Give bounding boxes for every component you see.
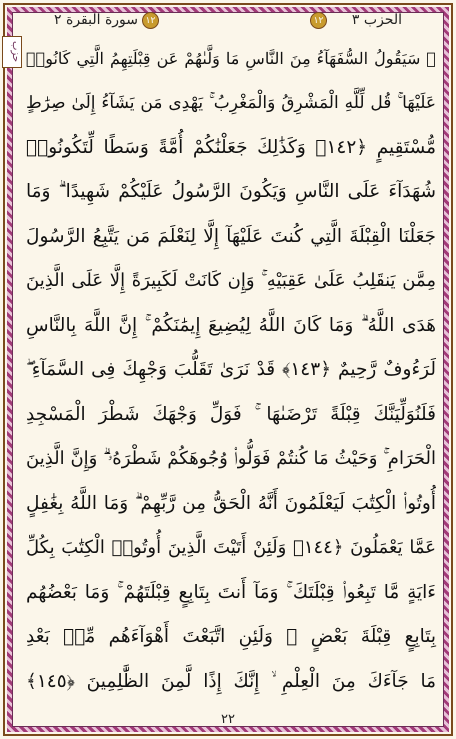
quran-text-body <box>26 36 436 704</box>
text-line <box>26 259 436 304</box>
text-line-content: فَلَنُوَلِّيَنَّكَ قِبْلَةً تَرْضَىٰهَا ۚ فَوَلِّ وَجْهَكَ شَطْرَ الْمَسْجِدِ <box>26 403 436 425</box>
text-line <box>26 81 436 126</box>
text-line-content: بِتَابِعٍ قِبْلَةَ بَعْضٍ ۚ وَلَئِنِ اتَّبَعْتَ أَهْوَآءَهُم مِّنۢ بَعْدِ <box>26 626 436 648</box>
text-line <box>26 170 436 215</box>
text-line-content: هَدَى اللَّهُ ۗ وَمَا كَانَ اللَّهُ لِيُضِيعَ إِيمَٰنَكُمْ ۚ إِنَّ اللَّهَ بِالنَّاسِ <box>26 314 436 336</box>
text-line-content: جَعَلْنَا الْقِبْلَةَ الَّتِي كُنتَ عَلَيْهَآ إِلَّا لِنَعْلَمَ مَن يَتَّبِعُ الرَّسُولَ <box>26 225 436 247</box>
page-number: ٢٢ <box>221 712 235 727</box>
text-line <box>26 659 436 704</box>
text-line-content: ءَايَةٍ مَّا تَبِعُوا۟ قِبْلَتَكَ ۚ وَمَآ أَنتَ بِتَابِعٍ قِبْلَتَهُمْ ۚ وَمَا بَعْضُهُم <box>26 581 436 603</box>
text-line <box>26 615 436 660</box>
text-line-content: الْحَرَامِ ۚ وَحَيْثُ مَا كُنتُمْ فَوَلُّوا۟ وُجُوهَكُمْ شَطْرَهُۥ ۗ وَإِنَّ الَّذِينَ <box>26 448 436 470</box>
text-line-content: أُوتُوا۟ الْكِتَٰبَ لَيَعْلَمُونَ أَنَّهُ الْحَقُّ مِن رَّبِّهِمْ ۗ وَمَا اللَّهُ بِغَٰفِلٍ <box>26 492 436 514</box>
text-line <box>26 481 436 526</box>
text-line <box>26 214 436 259</box>
text-line <box>26 437 436 482</box>
text-line <box>26 125 436 170</box>
text-line-content: عَلَيْهَا ۚ قُل لِّلَّهِ الْمَشْرِقُ وَالْمَغْرِبُ ۚ يَهْدِى مَن يَشَآءُ إِلَىٰ صِرَٰطٍ <box>26 92 436 113</box>
page-header <box>14 9 442 31</box>
header-ornament-left: ١٢ <box>142 12 159 29</box>
text-line <box>26 348 436 393</box>
hizb-side-label: حزب <box>2 36 22 68</box>
text-line-content: عَمَّا يَعْمَلُونَ ﴿١٤٤﴾ وَلَئِنْ أَتَيْتَ الَّذِينَ أُوتُوا۟ الْكِتَٰبَ بِكُلِّ <box>26 537 436 559</box>
hizb-title: الحزب ٣ <box>351 12 402 28</box>
text-line <box>26 36 436 81</box>
text-line <box>26 526 436 571</box>
text-line-content: مَا جَآءَكَ مِنَ الْعِلْمِ ۙ إِنَّكَ إِذًا لَّمِنَ الظَّٰلِمِينَ ﴿١٤٥﴾ <box>26 670 436 692</box>
text-line <box>26 570 436 615</box>
text-line-content: مُّسْتَقِيمٍ ﴿١٤٢﴾ وَكَذَٰلِكَ جَعَلْنَٰكُمْ أُمَّةً وَسَطًا لِّتَكُونُوا۟ <box>26 136 436 158</box>
text-line-content: مِمَّن يَنقَلِبُ عَلَىٰ عَقِبَيْهِ ۚ وَإِن كَانَتْ لَكَبِيرَةً إِلَّا عَلَى الَّذِينَ <box>26 270 436 292</box>
header-ornament-right: ١٢ <box>310 12 327 29</box>
surah-title: سورة البقرة ٢ <box>54 12 139 28</box>
text-line <box>26 303 436 348</box>
text-line-content: شُهَدَآءَ عَلَى النَّاسِ وَيَكُونَ الرَّسُولُ عَلَيْكُمْ شَهِيدًا ۗ وَمَا <box>26 181 436 203</box>
text-line-content: لَرَءُوفٌ رَّحِيمٌ ﴿١٤٣﴾ قَدْ نَرَىٰ تَقَلُّبَ وَجْهِكَ فِى السَّمَآءِ ۖ <box>26 359 436 381</box>
text-line <box>26 392 436 437</box>
text-line-content: ۞ سَيَقُولُ السُّفَهَآءُ مِنَ النَّاسِ مَا وَلَّىٰهُمْ عَن قِبْلَتِهِمُ الَّتِي كَانُوا۟ <box>26 48 436 68</box>
